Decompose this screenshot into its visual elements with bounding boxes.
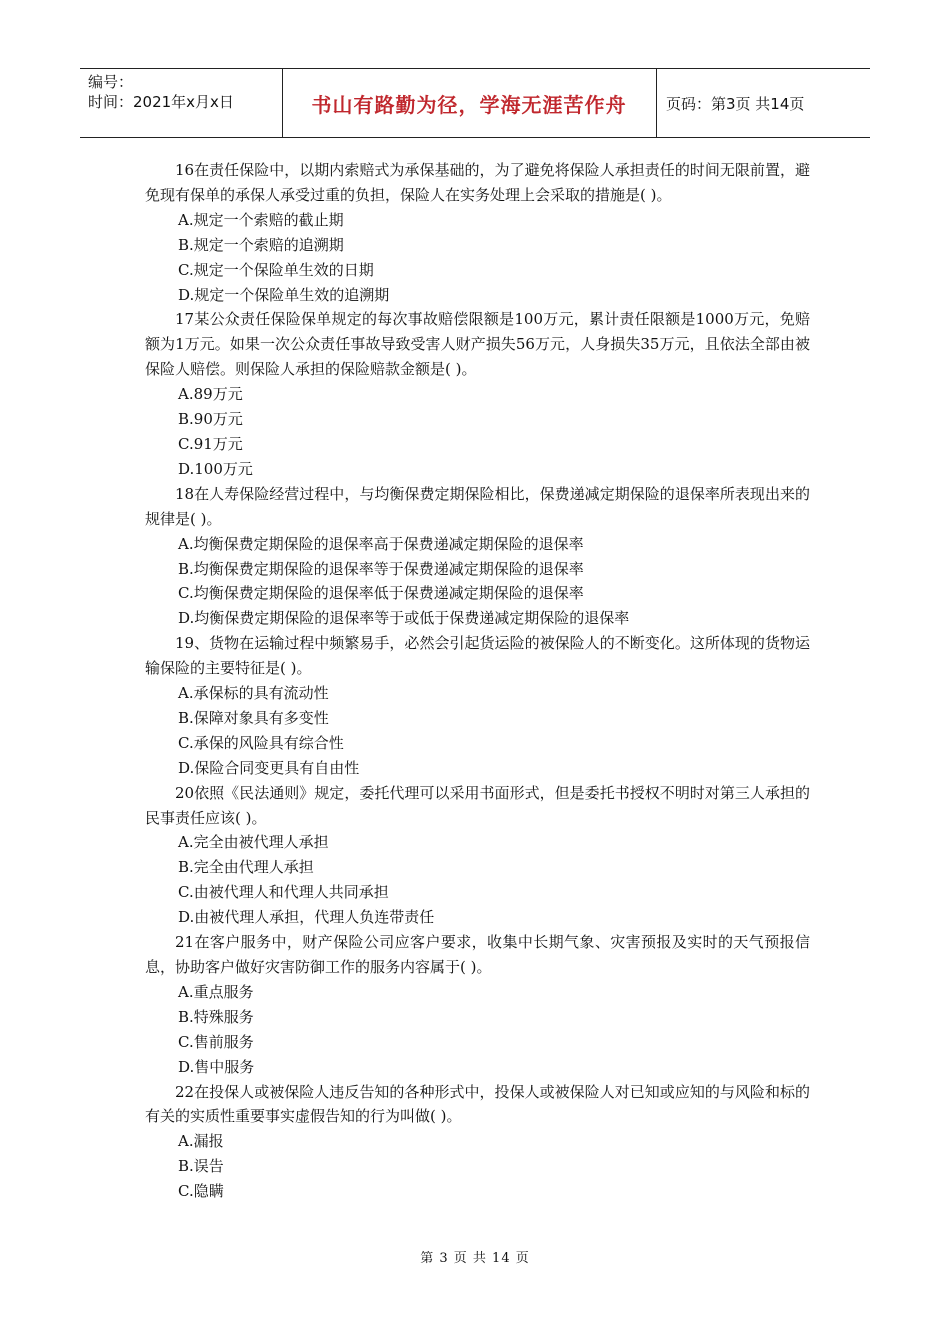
option-b: B.规定一个索赔的追溯期 [178, 235, 344, 254]
question-text: 20依照《民法通则》规定，委托代理可以采用书面形式，但是委托书授权不明时对第三人承担的民事责任应该( )。 [145, 783, 810, 827]
option-b: B.特殊服务 [178, 1007, 254, 1026]
header-meta-cell [80, 69, 283, 137]
question-item [145, 930, 810, 1079]
question-text: 19、货物在运输过程中频繁易手，必然会引起货运险的被保险人的不断变化。这所体现的货物运输保险的主要特征是( )。 [145, 634, 810, 678]
header-page-info: 页码：第3页 共14页 [666, 94, 805, 113]
option-a: A.完全由被代理人承担 [178, 833, 329, 852]
page-footer: 第 3 页 共 14 页 [420, 1251, 530, 1266]
option-b: B.完全由代理人承担 [178, 858, 314, 877]
option-c: C.规定一个保险单生效的日期 [178, 260, 374, 279]
header-motto: 书山有路勤为径，学海无涯苦作舟 [311, 92, 627, 117]
question-item [145, 307, 810, 481]
document-number-label: 编号： [88, 73, 134, 91]
option-b: B.保障对象具有多变性 [178, 708, 329, 727]
option-c: C.售前服务 [178, 1032, 254, 1051]
option-d: D.由被代理人承担，代理人负连带责任 [178, 908, 435, 927]
option-a: A.89万元 [178, 385, 243, 404]
question-text: 21在客户服务中，财产保险公司应客户要求，收集中长期气象、灾害预报及实时的天气预报信息，协助客户做好灾害防御工作的服务内容属于( )。 [145, 933, 810, 976]
option-c: C.均衡保费定期保险的退保率低于保费递减定期保险的退保率 [178, 584, 584, 603]
question-item [145, 482, 810, 631]
option-d: D.100万元 [178, 459, 253, 478]
question-item [145, 158, 810, 307]
option-c: C.隐瞒 [178, 1182, 224, 1201]
question-text: 18在人寿保险经营过程中，与均衡保费定期保险相比，保费递减定期保险的退保率所表现出来的规律是( )。 [145, 484, 810, 528]
question-item [145, 631, 810, 780]
option-a: A.承保标的具有流动性 [178, 684, 329, 703]
header-motto-cell [282, 69, 657, 137]
option-c: C.承保的风险具有综合性 [178, 733, 344, 752]
question-text: 16在责任保险中，以期内索赔式为承保基础的，为了避免将保险人承担责任的时间无限前置，避免现有保单的承保人承受过重的负担，保险人在实务处理上会采取的措施是( )。 [145, 161, 810, 204]
header-page-cell [656, 69, 870, 137]
option-c: C.由被代理人和代理人共同承担 [178, 883, 389, 902]
option-a: A.规定一个索赔的截止期 [178, 210, 344, 229]
option-d: D.均衡保费定期保险的退保率等于或低于保费递减定期保险的退保率 [178, 609, 630, 628]
page-header [80, 68, 870, 138]
option-a: A.漏报 [178, 1132, 224, 1151]
question-text: 17某公众责任保险保单规定的每次事故赔偿限额是100万元，累计责任限额是1000万元，免赔额为1万元。如果一次公众责任事故导致受害人财产损失56万元，人身损失35万元，且依法全部由被保险人赔偿。则保险人承担的保险赔款金额是( )。 [145, 310, 810, 379]
option-a: A.均衡保费定期保险的退保率高于保费递减定期保险的退保率 [178, 534, 584, 553]
option-d: D.规定一个保险单生效的追溯期 [178, 285, 390, 304]
option-a: A.重点服务 [178, 982, 254, 1001]
question-item [145, 781, 810, 930]
question-item [145, 1080, 810, 1205]
option-b: B.均衡保费定期保险的退保率等于保费递减定期保险的退保率 [178, 559, 584, 578]
option-b: B.90万元 [178, 410, 243, 429]
option-d: D.售中服务 [178, 1057, 255, 1076]
option-c: C.91万元 [178, 434, 243, 453]
option-d: D.保险合同变更具有自由性 [178, 758, 360, 777]
document-date-label: 时间：2021年x月x日 [88, 93, 234, 111]
question-text: 22在投保人或被保险人违反告知的各种形式中，投保人或被保险人对已知或应知的与风险和标的有关的实质性重要事实虚假告知的行为叫做( )。 [145, 1082, 810, 1126]
option-b: B.误告 [178, 1157, 224, 1176]
question-list [145, 158, 810, 1204]
